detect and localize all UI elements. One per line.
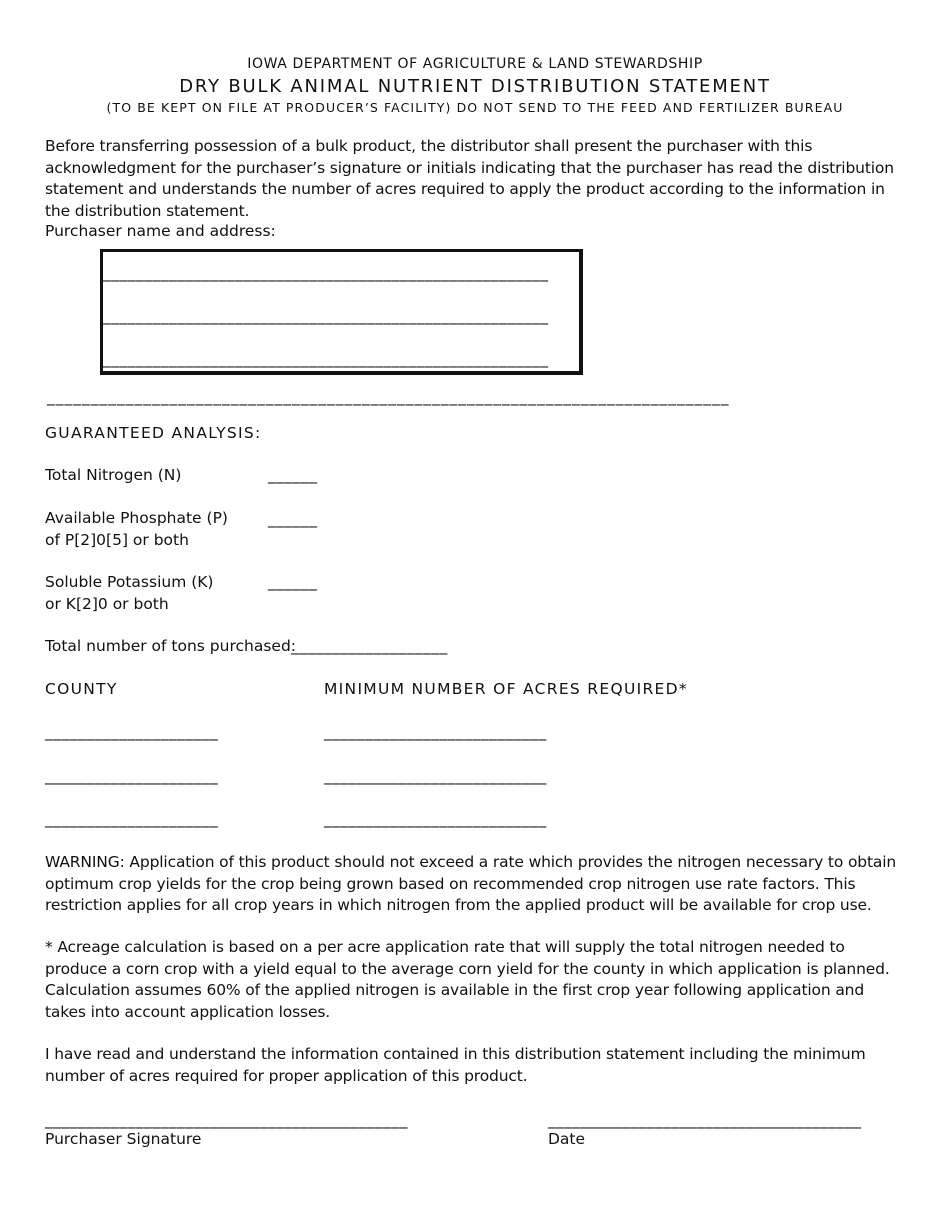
potassium-label-sub: or K[2]0 or both: [45, 595, 169, 613]
acres-blank-1[interactable]: ___________________________: [324, 723, 547, 741]
intro-paragraph: Before transferring possession of a bulk product, the distributor shall present the purchaser with this acknowledgment for the purchaser’s signature or initials indicating that the purchaser has read the distribution statement and understands the number of acres required to apply the product according to the information in the distribution statement.: [45, 137, 894, 220]
section-separator: ______________________________________________________________________________: [47, 388, 730, 406]
date-line[interactable]: ______________________________________: [548, 1111, 862, 1129]
county-blank-3[interactable]: _____________________: [45, 810, 219, 828]
purchaser-line-3[interactable]: ______________________________________________________: [103, 350, 549, 368]
county-header: COUNTY: [45, 680, 118, 698]
potassium-label: Soluble Potassium (K): [45, 573, 214, 591]
date-label: Date: [548, 1130, 586, 1148]
county-blank-2[interactable]: _____________________: [45, 767, 219, 785]
guaranteed-analysis-heading: GUARANTEED ANALYSIS:: [45, 424, 262, 442]
purchaser-label: Purchaser name and address:: [45, 222, 276, 240]
tons-blank[interactable]: ___________________: [291, 637, 448, 655]
signature-label: Purchaser Signature: [45, 1130, 202, 1148]
acres-header: MINIMUM NUMBER OF ACRES REQUIRED*: [324, 680, 688, 698]
acres-blank-3[interactable]: ___________________________: [324, 810, 547, 828]
purchaser-line-1[interactable]: ______________________________________________________: [103, 264, 549, 282]
signature-line[interactable]: ____________________________________________: [45, 1111, 408, 1129]
phosphate-label: Available Phosphate (P): [45, 509, 228, 527]
warning-paragraph: WARNING: Application of this product should not exceed a rate which provides the nitrogen necessary to obtain optimum crop yields for the crop being grown based on recommended crop nitrogen use rate factors. This restriction applies for all crop years in which nitrogen from the applied product will be available for crop use.: [45, 853, 897, 914]
acres-blank-2[interactable]: ___________________________: [324, 767, 547, 785]
form-title: DRY BULK ANIMAL NUTRIENT DISTRIBUTION STATEMENT: [179, 76, 771, 97]
purchaser-address-box[interactable]: [100, 249, 583, 375]
potassium-blank[interactable]: ______: [268, 573, 318, 591]
phosphate-blank[interactable]: ______: [268, 510, 318, 528]
acknowledgment-paragraph: I have read and understand the information contained in this distribution statement including the minimum number of acres required for proper application of this product.: [45, 1045, 866, 1085]
department-name: IOWA DEPARTMENT OF AGRICULTURE & LAND STEWARDSHIP: [247, 56, 703, 72]
form-subtitle: (TO BE KEPT ON FILE AT PRODUCER’S FACILITY) DO NOT SEND TO THE FEED AND FERTILIZER BUREAU: [106, 100, 844, 115]
phosphate-label-sub: of P[2]0[5] or both: [45, 531, 189, 549]
tons-label: Total number of tons purchased:: [45, 637, 297, 655]
nitrogen-label: Total Nitrogen (N): [45, 466, 182, 484]
purchaser-line-2[interactable]: ______________________________________________________: [103, 307, 549, 325]
nitrogen-blank[interactable]: ______: [268, 466, 318, 484]
acreage-footnote: * Acreage calculation is based on a per acre application rate that will supply the total nitrogen needed to produce a corn crop with a yield equal to the average corn yield for the county in which application is planned. Calculation assumes 60% of the applied nitrogen is available in the first crop year following application and takes into account application losses.: [45, 938, 890, 1021]
county-blank-1[interactable]: _____________________: [45, 723, 219, 741]
